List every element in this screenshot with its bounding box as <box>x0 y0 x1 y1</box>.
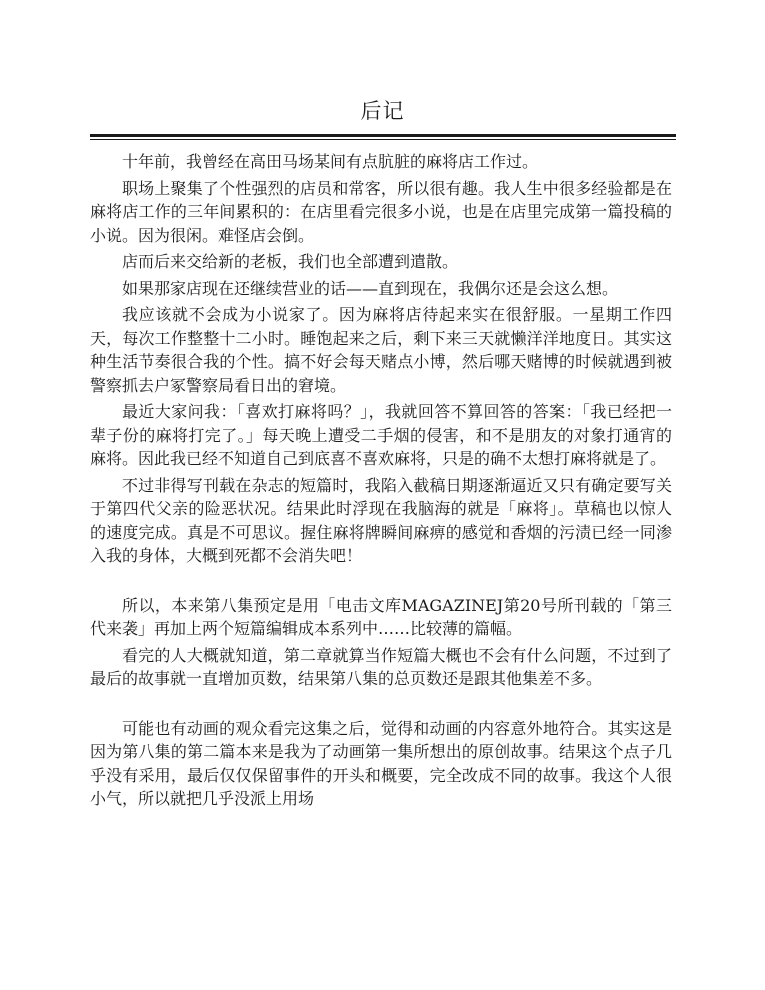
paragraph: 十年前，我曾经在高田马场某间有点肮脏的麻将店工作过。 <box>122 152 539 171</box>
paragraph: 职场上聚集了个性强烈的店员和常客，所以很有趣。我人生中很多经验都是在麻将店工作的三年间累积的：在店里看完很多小说，也是在店里完成第一篇投稿的小说。因为很闲。难怪店会倒。 <box>90 178 672 245</box>
paragraph: 可能也有动画的观众看完这集之后，觉得和动画的内容意外地符合。其实这是因为第八集的第二篇本来是我为了动画第一集所想出的原创故事。结果这个点子几乎没有采用，最后仅仅保留事件的开头和概要，完全改成不同的故事。我这个人很小气，所以就把几乎没派上用场 <box>90 718 672 808</box>
title-rule-thin <box>90 139 676 140</box>
body-text <box>90 150 672 814</box>
paragraph: 最近大家问我：「喜欢打麻将吗？」，我就回答不算回答的答案：「我已经把一辈子份的麻将打完了。」每天晚上遭受二手烟的侵害，和不是朋友的对象打通宵的麻将。因此我已经不知道自己到底喜不喜欢麻将，只是的确不太想打麻将就是了。 <box>90 402 672 468</box>
paragraph: 不过非得写刊载在杂志的短篇时，我陷入截稿日期逐渐逼近又只有确定要写关于第四代父亲的险恶状况。结果此时浮现在我脑海的就是「麻将」。草稿也以惊人的速度完成。真是不可思议。握住麻将牌瞬间麻痹的感觉和香烟的污渍已经一同渗入我的身体，大概到死都不会消失吧！ <box>90 475 672 565</box>
page-title: 后记 <box>360 99 405 123</box>
paragraph: 店而后来交给新的老板，我们也全部遭到遣散。 <box>122 252 459 271</box>
paragraph: 看完的人大概就知道，第二章就算当作短篇大概也不会有什么问题，不过到了最后的故事就一直增加页数，结果第八集的总页数还是跟其他集差不多。 <box>90 645 672 688</box>
paragraph: 如果那家店现在还继续营业的话——直到现在，我偶尔还是会这么想。 <box>122 278 619 298</box>
title-rule-thick <box>90 134 676 137</box>
paragraph: 所以，本来第八集预定是用「电击文库MAGAZINEJ第20号所刊载的「第三代来袭」再加上两个短篇编辑成本系列中……比较薄的篇幅。 <box>90 595 672 638</box>
paragraph: 我应该就不会成为小说家了。因为麻将店待起来实在很舒服。一星期工作四天，每次工作整整十二小时。睡饱起来之后，剩下来三天就懒洋洋地度日。其实这种生活节奏很合我的个性。搞不好会每天赌点小博，然后哪天赌博的时候就遇到被警察抓去户冢警察局看日出的窘境。 <box>90 305 672 395</box>
